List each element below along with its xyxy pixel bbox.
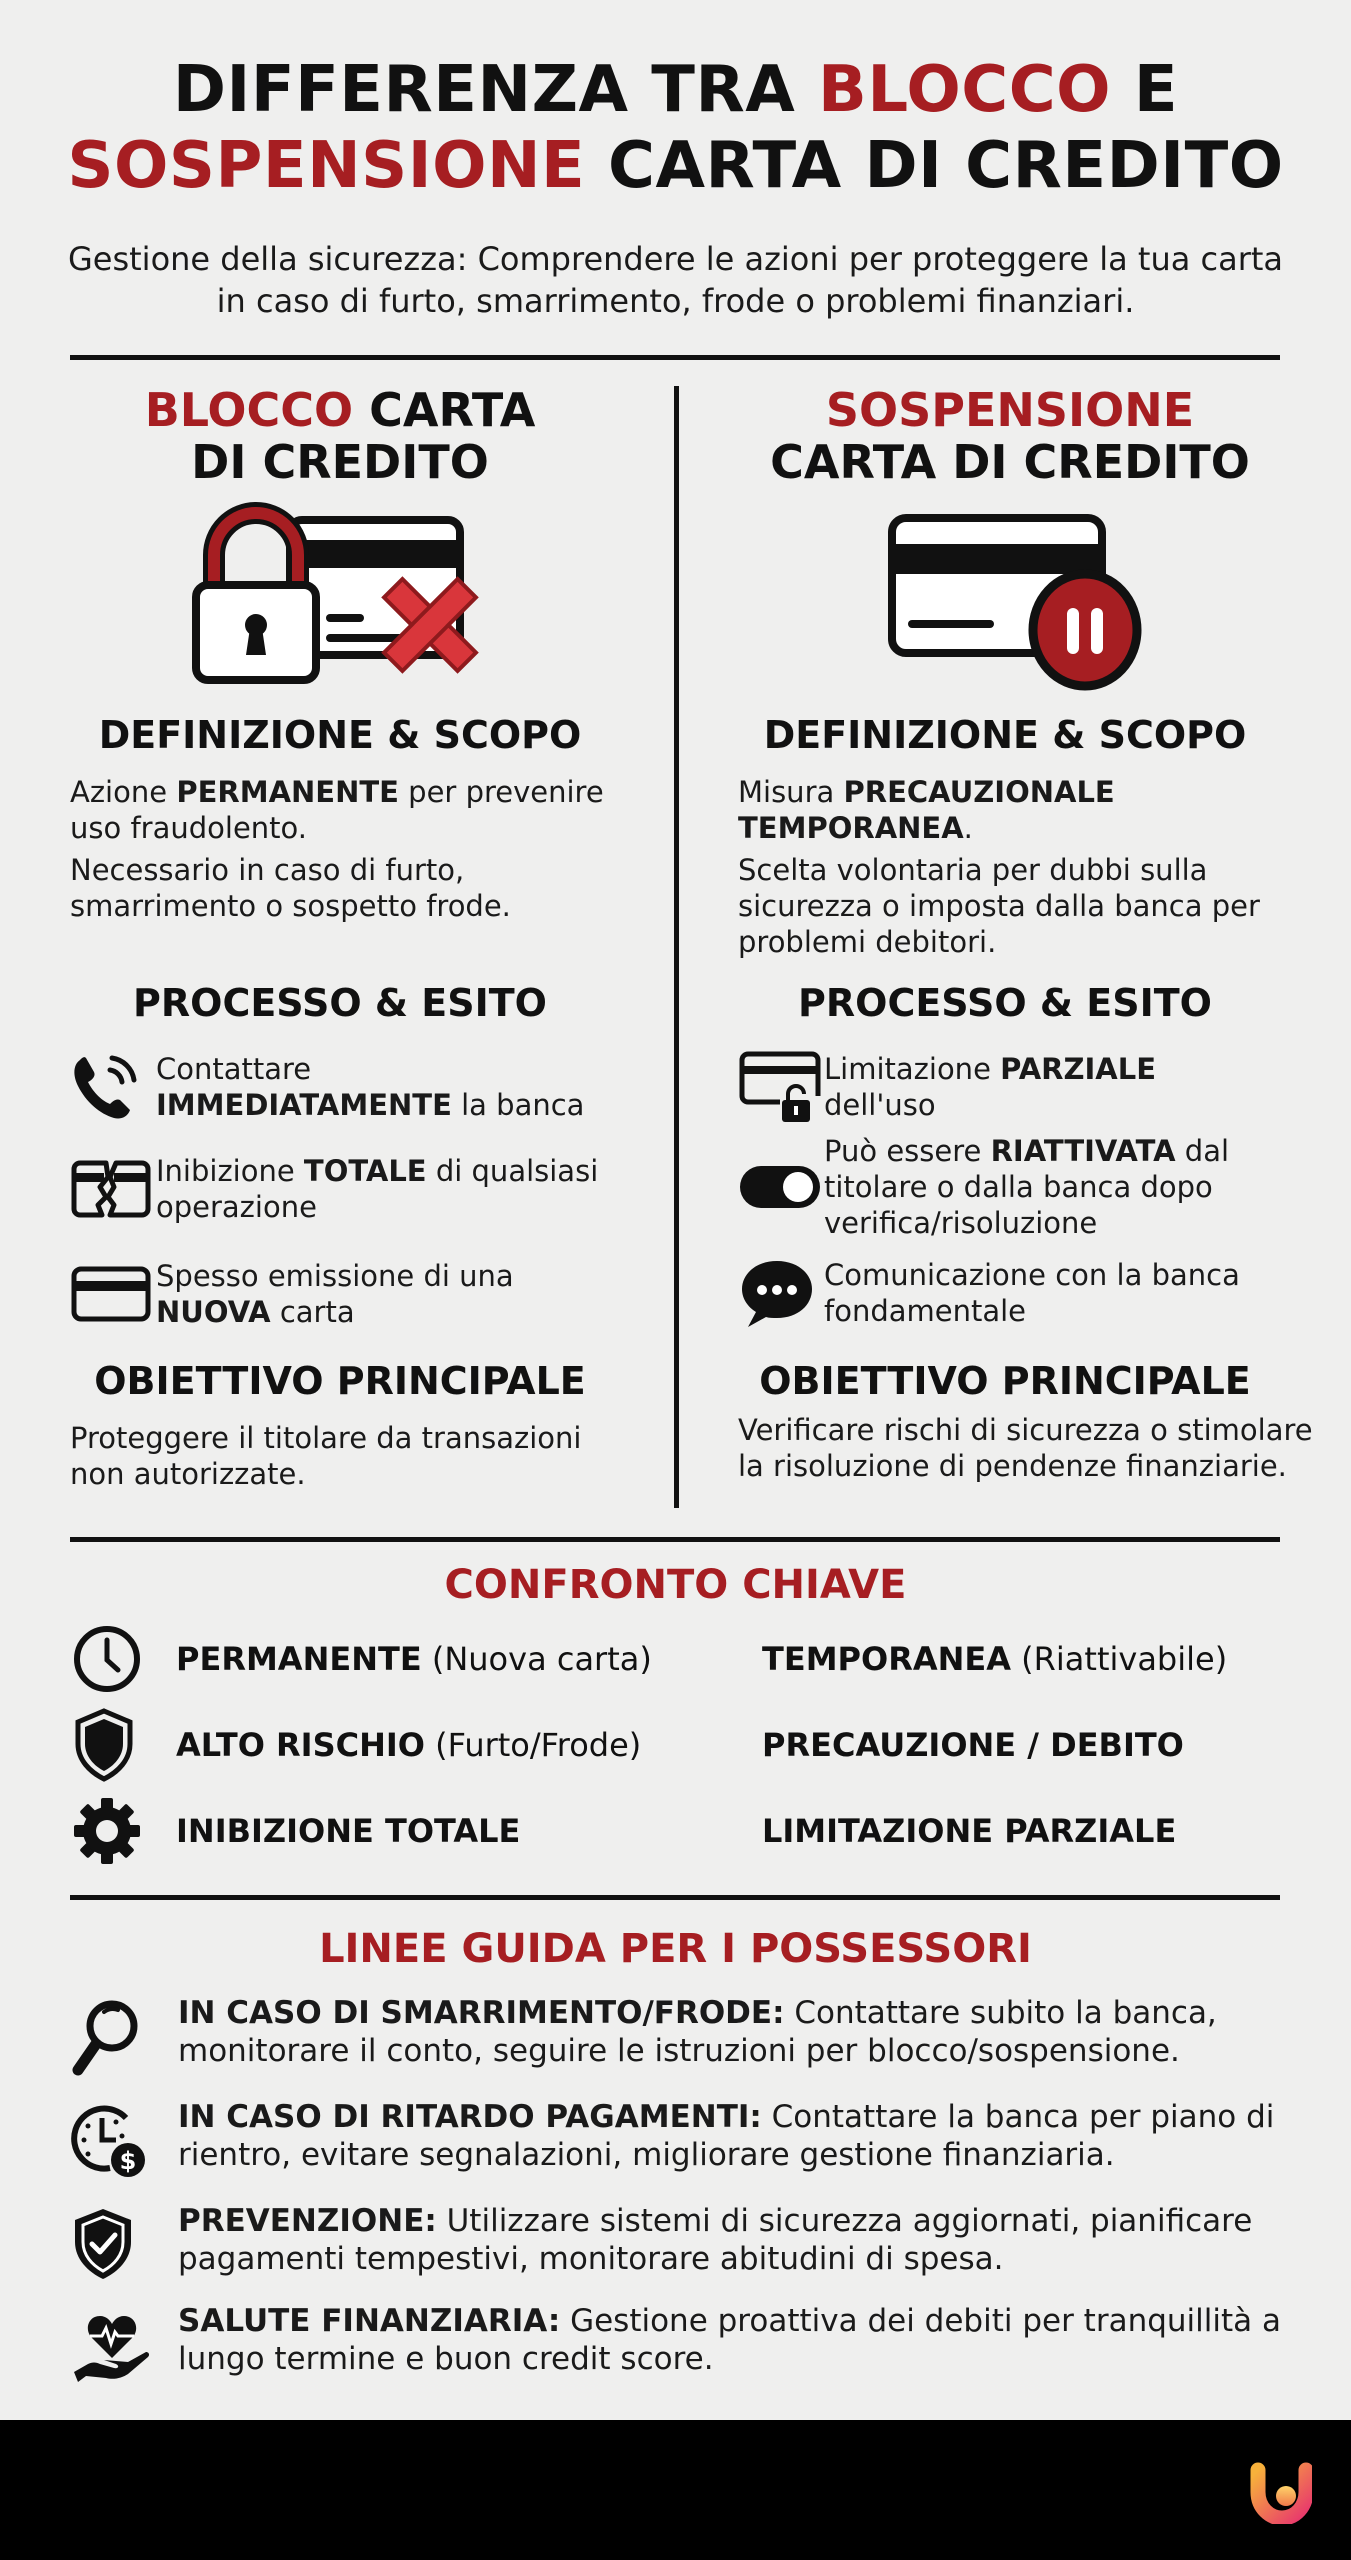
shield-icon [70, 1708, 176, 1782]
text: per prevenire uso fraudolento. [70, 775, 604, 845]
sospensione-process-item [738, 1050, 1338, 1124]
heart-hand-icon [70, 2302, 178, 2390]
credit-card-icon [70, 1265, 156, 1323]
emphasis: RIATTIVATA [990, 1134, 1176, 1168]
guideline-text [178, 2098, 1300, 2174]
text: Gestione proattiva dei debiti per tranquillità a lungo termine e buon credit score. [178, 2303, 1281, 2377]
blocco-title [70, 384, 610, 488]
emphasis: PERMANENTE [176, 775, 399, 809]
broken-card-icon [70, 1159, 156, 1219]
guidelines-heading: LINEE GUIDA PER I POSSESSORI [319, 1926, 1032, 1972]
text: (Nuova carta) [421, 1640, 652, 1678]
comparison-sospensione [762, 1812, 1176, 1850]
emphasis: LIMITAZIONE PARZIALE [762, 1812, 1177, 1850]
comparison-row [70, 1788, 1300, 1874]
divider-bottom [70, 1895, 1280, 1900]
text: carta [270, 1295, 355, 1329]
emphasis: IMMEDIATAMENTE [156, 1088, 452, 1122]
process-text [156, 1153, 650, 1225]
title-blocco: BLOCCO [818, 53, 1112, 127]
emphasis: SALUTE FINANZIARIA: [178, 2303, 561, 2339]
page-title [0, 52, 1351, 204]
footer-bar [0, 2420, 1351, 2560]
text: Contattare [156, 1052, 312, 1086]
emphasis: TEMPORANEA [762, 1640, 1011, 1678]
emphasis: NUOVA [156, 1295, 271, 1329]
comparison-blocco [176, 1640, 762, 1678]
guideline-item [70, 2302, 1300, 2390]
padlock-card-x-icon [190, 500, 490, 689]
blocco-title-text: DI CREDITO [191, 435, 489, 489]
emphasis: PREVENZIONE: [178, 2203, 437, 2239]
process-text [156, 1258, 514, 1330]
magnifier-icon [70, 1994, 178, 2082]
emphasis: PRECAUZIONE / DEBITO [762, 1726, 1184, 1764]
text: Utilizzare sistemi di sicurezza aggiornati, pianificare pagamenti tempestivi, monitorare abitudini di spesa. [178, 2203, 1253, 2277]
text: Spesso emissione di una [156, 1259, 514, 1293]
emphasis: ALTO RISCHIO [176, 1726, 425, 1764]
title-text: CARTA DI CREDITO [585, 129, 1284, 203]
text: di qualsiasi operazione [156, 1154, 599, 1224]
guideline-item [70, 2202, 1300, 2286]
blocco-objective-text: Proteggere il titolare da transazioni non autorizzate. [70, 1421, 582, 1491]
text: Azione [70, 775, 177, 809]
comparison-row [70, 1702, 1300, 1788]
comparison-heading: CONFRONTO CHIAVE [444, 1562, 907, 1608]
process-text [824, 1051, 1156, 1123]
comparison-sospensione [762, 1726, 1184, 1764]
comparison-sospensione [762, 1640, 1227, 1678]
title-text: E [1111, 53, 1179, 127]
comparison-blocco [176, 1726, 762, 1764]
clock-icon [70, 1624, 176, 1694]
sospensione-definition-text [738, 774, 1328, 960]
text: dal titolare o dalla banca dopo verifica/risoluzione [824, 1134, 1230, 1240]
guideline-text [178, 1994, 1300, 2070]
text: Scelta volontaria per dubbi sulla sicurezza o imposta dalla banca per problemi debitori. [738, 853, 1260, 959]
chat-bubble-icon [738, 1257, 824, 1329]
text: (Furto/Frode) [425, 1726, 642, 1764]
sospensione-title [700, 384, 1320, 488]
guideline-text [178, 2302, 1300, 2378]
subtitle: Gestione della sicurezza: Comprendere le azioni per proteggere la tua carta in caso di furto, smarrimento, frode o problemi finanziari. [67, 240, 1284, 320]
sospensione-process-item [738, 1132, 1338, 1242]
emphasis: TOTALE [303, 1154, 427, 1188]
process-text [824, 1133, 1338, 1241]
blocco-title-red: BLOCCO [144, 383, 354, 437]
title-text: DIFFERENZA TRA [172, 53, 819, 127]
sospensione-definition-heading: DEFINIZIONE & SCOPO [763, 713, 1247, 757]
emphasis: PARZIALE [1000, 1052, 1157, 1086]
text: dell'uso [824, 1088, 936, 1122]
text: Necessario in caso di furto, smarrimento o sospetto frode. [70, 853, 511, 923]
text: Contattare subito la banca, monitorare il conto, seguire le istruzioni per blocco/sospensione. [178, 1995, 1217, 2069]
blocco-process-item [70, 1050, 650, 1124]
shield-check-icon [70, 2202, 178, 2286]
blocco-definition-text [70, 774, 650, 924]
blocco-process-item [70, 1257, 650, 1331]
text: la banca [451, 1088, 585, 1122]
card-unlock-icon [738, 1050, 824, 1124]
title-sospensione: SOSPENSIONE [67, 129, 586, 203]
gear-icon [70, 1796, 176, 1866]
blocco-definition-heading: DEFINIZIONE & SCOPO [98, 713, 582, 757]
comparison-table [70, 1616, 1300, 1874]
divider-top [70, 355, 1280, 360]
emphasis: PERMANENTE [176, 1640, 422, 1678]
brand-logo-icon [1250, 2462, 1312, 2528]
text: (Riattivabile) [1011, 1640, 1228, 1678]
blocco-title-text: CARTA [353, 383, 536, 437]
blocco-process-item [70, 1152, 650, 1226]
column-divider [674, 386, 679, 1508]
comparison-blocco [176, 1812, 762, 1850]
divider-middle [70, 1537, 1280, 1542]
sospensione-title-text: CARTA DI CREDITO [770, 435, 1250, 489]
toggle-icon [738, 1164, 824, 1210]
text: Limitazione [824, 1052, 1001, 1086]
text: Misura [738, 775, 844, 809]
blocco-objective-heading: OBIETTIVO PRINCIPALE [94, 1359, 586, 1403]
blocco-process-heading: PROCESSO & ESITO [133, 981, 547, 1025]
clock-dollar-icon [70, 2098, 178, 2186]
process-text [156, 1051, 584, 1123]
card-pause-icon [886, 512, 1148, 696]
comparison-row [70, 1616, 1300, 1702]
sospensione-title-red: SOSPENSIONE [825, 383, 1195, 437]
text: Contattare la banca per piano di rientro, evitare segnalazioni, migliorare gestione finanziaria. [178, 2099, 1275, 2173]
sospensione-process-heading: PROCESSO & ESITO [798, 981, 1212, 1025]
process-text: Comunicazione con la banca fondamentale [824, 1258, 1240, 1328]
text: Inibizione [156, 1154, 304, 1188]
text: Può essere [824, 1134, 991, 1168]
sospensione-objective-heading: OBIETTIVO PRINCIPALE [759, 1359, 1251, 1403]
guidelines-list [70, 1994, 1300, 2406]
guideline-item [70, 2098, 1300, 2186]
phone-icon [70, 1052, 156, 1122]
emphasis: IN CASO DI RITARDO PAGAMENTI: [178, 2099, 762, 2135]
guideline-item [70, 1994, 1300, 2082]
emphasis: INIBIZIONE TOTALE [176, 1812, 521, 1850]
sospensione-objective-text: Verificare rischi di sicurezza o stimolare la risoluzione di pendenze finanziarie. [738, 1413, 1313, 1483]
svg-text:$: $ [119, 2147, 137, 2175]
guideline-text [178, 2202, 1300, 2278]
emphasis: IN CASO DI SMARRIMENTO/FRODE: [178, 1995, 785, 2031]
text: . [963, 811, 973, 845]
sospensione-process-item [738, 1256, 1338, 1330]
emphasis: PRECAUZIONALE TEMPORANEA [738, 775, 1115, 845]
